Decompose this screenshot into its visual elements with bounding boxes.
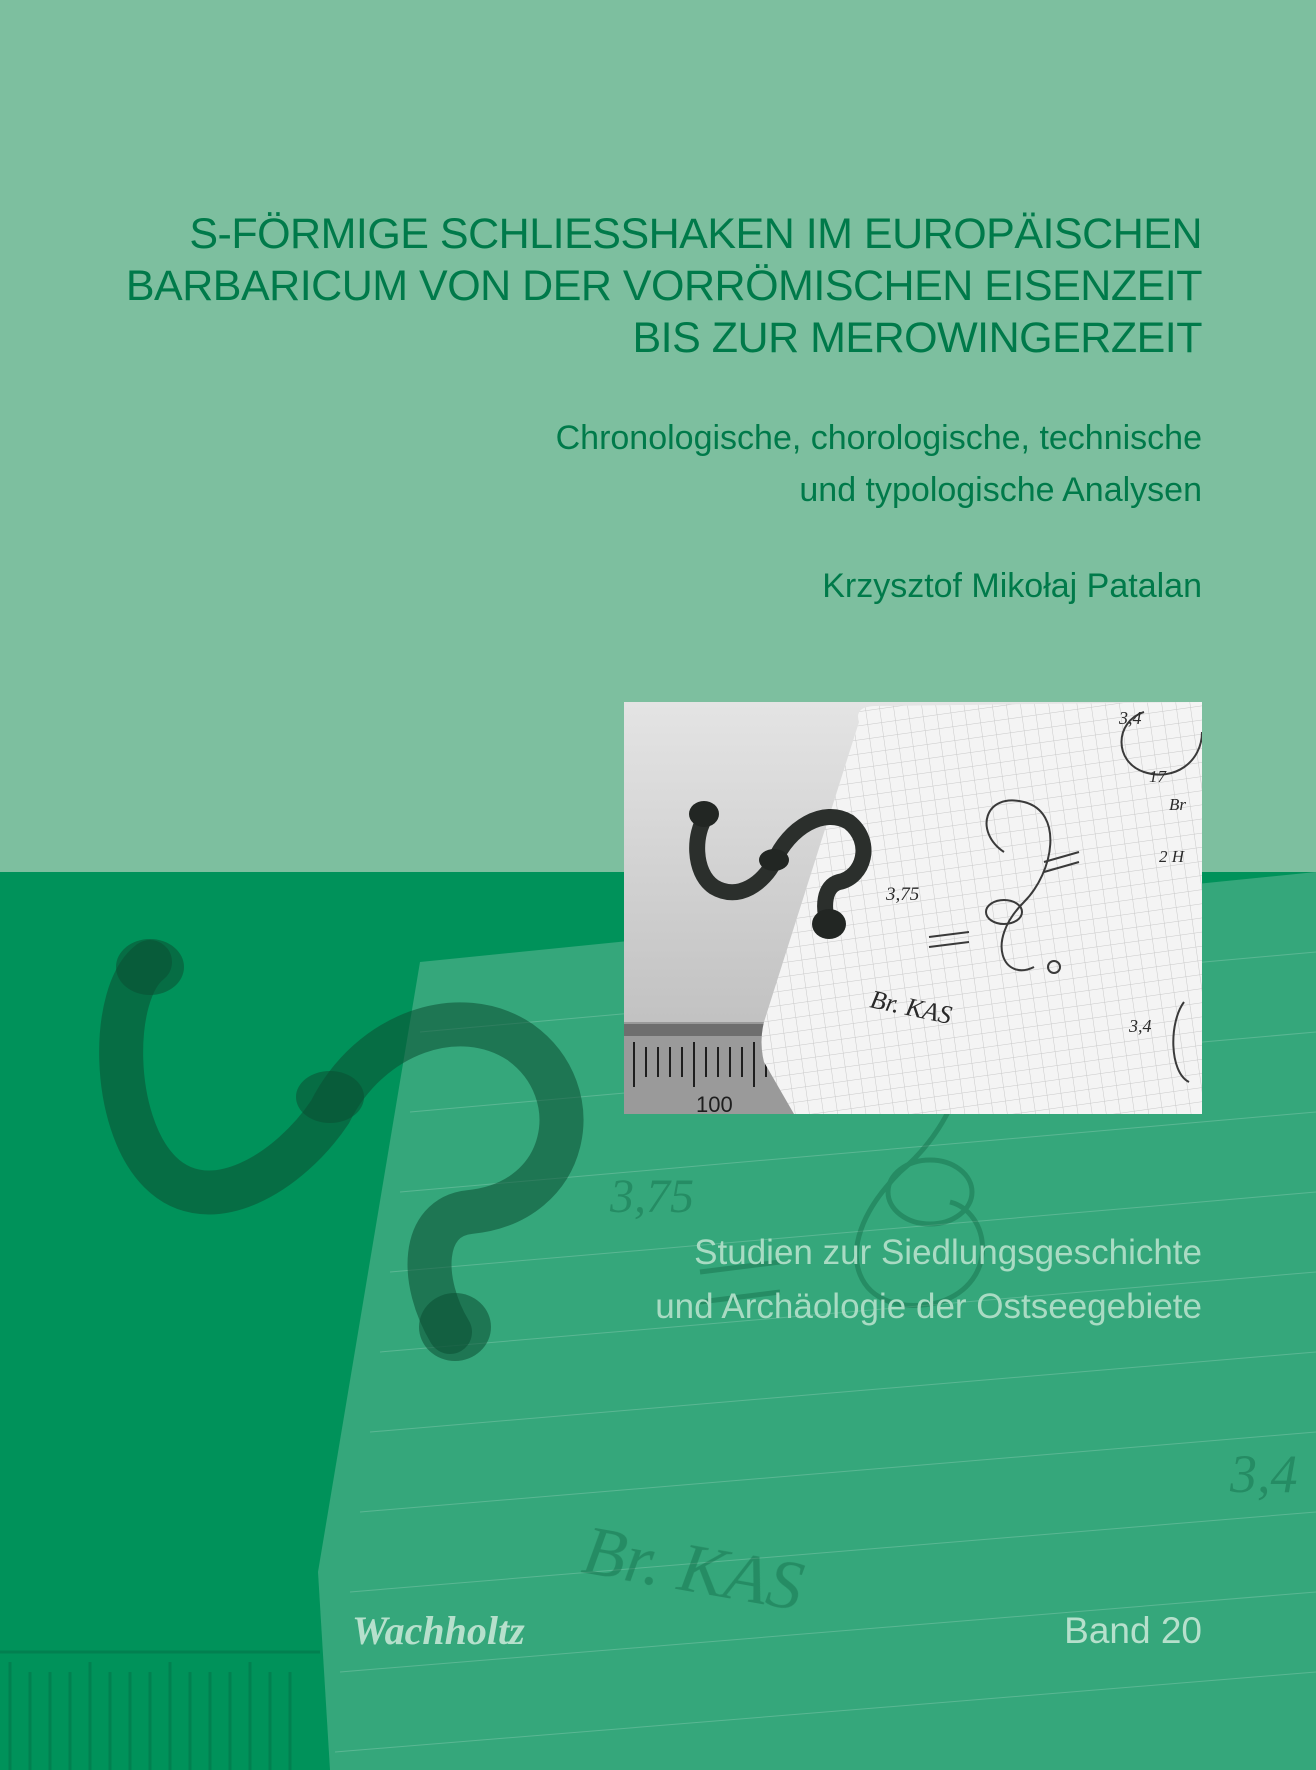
background-annotation-3: 3,4	[1230, 1444, 1298, 1504]
photo-annotation-5: 3,75	[886, 884, 920, 905]
series-line: Studien zur Siedlungsgeschichte	[694, 1233, 1202, 1272]
photo-annotation-3: Br	[1169, 795, 1186, 814]
photo-annotation-6: Br. KAS	[867, 984, 955, 1030]
photo-annotation-2: 17	[1149, 767, 1166, 786]
book-title	[82, 208, 1202, 364]
photo-annotation-4: 2 H	[1159, 847, 1185, 866]
publisher-name: Wachholtz	[352, 1608, 525, 1653]
ruler-label-100: 100	[696, 1092, 733, 1114]
subtitle-line: und typologische Analysen	[799, 471, 1202, 509]
background-annotation-2: Br. KAS	[577, 1511, 809, 1627]
series-title	[302, 1226, 1202, 1334]
book-subtitle	[202, 412, 1202, 516]
volume-number: Band 20	[1064, 1610, 1202, 1651]
title-line: BIS ZUR MEROWINGERZEIT	[632, 314, 1202, 362]
series-line: und Archäologie der Ostseegebiete	[655, 1287, 1202, 1326]
photo-annotation-1: 3,4	[1119, 708, 1142, 728]
subtitle-line: Chronologische, chorologische, technische	[555, 419, 1202, 457]
title-line: BARBARICUM VON DER VORRÖMISCHEN EISENZEIT	[125, 262, 1202, 310]
photo-annotation-7: 3,4	[1129, 1016, 1152, 1036]
artifact-photo	[624, 702, 1202, 1114]
book-author: Krzysztof Mikołaj Patalan	[822, 567, 1202, 605]
title-line: S-FÖRMIGE SCHLIESSHAKEN IM EUROPÄISCHEN	[189, 210, 1202, 258]
background-annotation-1: 3,75	[610, 1170, 694, 1223]
